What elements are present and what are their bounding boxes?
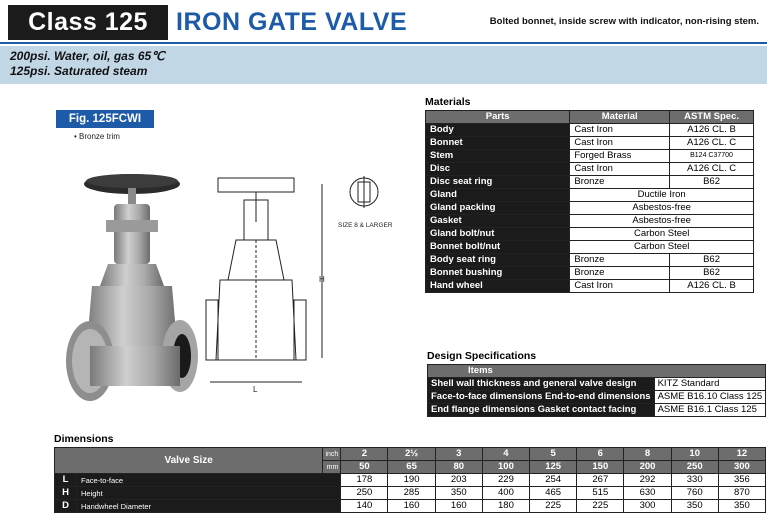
table-row [55,474,766,487]
astm-value: B62 [670,254,754,267]
page-title: IRON GATE VALVE [176,8,408,36]
valve-size-label: Valve Size [55,448,323,474]
table-row [426,163,754,176]
dimension-value: 178 [341,474,388,487]
dimension-value: 250 [341,487,388,500]
part-name: Gland [426,189,570,202]
unit-mm: mm [323,461,341,474]
dimension-name: Face-to-face [77,474,341,487]
valve-photo [62,146,200,426]
materials-title: Materials [425,96,471,108]
dimension-letter: L [55,474,77,487]
valve-cross-section-drawing [200,170,340,400]
dimension-name: Handwheel Diameter [77,500,341,513]
dimensions-table [54,447,766,513]
column-header-items: Items [428,365,766,378]
astm-value: A126 CL. B [670,280,754,293]
size-mm: 250 [671,461,718,474]
table-row [426,150,754,163]
material-value: Bronze [570,254,670,267]
table-row [426,137,754,150]
dimension-value: 465 [530,487,577,500]
dimension-value: 350 [718,500,765,513]
size-inch: 2½ [388,448,435,461]
size-inch: 5 [530,448,577,461]
spec-value: ASME B16.1 Class 125 [654,404,766,417]
dimension-value: 203 [435,474,482,487]
rating-line-2: 125psi. Saturated steam [10,64,148,78]
table-row [55,487,766,500]
material-value: Carbon Steel [570,241,754,254]
material-value: Ductile Iron [570,189,754,202]
dimensions-title: Dimensions [54,433,114,445]
dimension-value: 160 [388,500,435,513]
part-name: Gland packing [426,202,570,215]
material-value: Cast Iron [570,124,670,137]
dimension-value: 229 [482,474,529,487]
dimension-value: 267 [577,474,624,487]
part-name: Disc seat ring [426,176,570,189]
dimension-value: 515 [577,487,624,500]
table-row [428,391,766,404]
dimension-value: 630 [624,487,671,500]
dimension-value: 160 [435,500,482,513]
part-name: Gasket [426,215,570,228]
astm-value: A126 CL. B [670,124,754,137]
table-row [426,202,754,215]
size-inch: 2 [341,448,388,461]
spec-item: Face-to-face dimensions End-to-end dimensions [428,391,655,404]
class-label: Class 125 [8,5,168,40]
part-name: Disc [426,163,570,176]
dimension-letter: H [55,487,77,500]
header-divider [0,42,767,44]
table-row [426,189,754,202]
part-name: Bonnet [426,137,570,150]
size-inch: 12 [718,448,765,461]
dimension-value: 350 [435,487,482,500]
material-value: Forged Brass [570,150,670,163]
size-mm: 125 [530,461,577,474]
figure-note: • Bronze trim [74,132,120,141]
table-row [55,500,766,513]
rating-line-1: 200psi. Water, oil, gas 65℃ [10,49,165,63]
size-inch: 6 [577,448,624,461]
unit-inch: inch [323,448,341,461]
material-value: Bronze [570,176,670,189]
size-mm: 100 [482,461,529,474]
design-spec-title: Design Specifications [427,350,537,362]
table-row [428,378,766,391]
astm-value: B62 [670,267,754,280]
size-mm: 80 [435,461,482,474]
part-name: Gland bolt/nut [426,228,570,241]
dimension-value: 180 [482,500,529,513]
table-row [426,241,754,254]
astm-value: B62 [670,176,754,189]
column-header-astm: ASTM Spec. [670,111,754,124]
part-name: Body seat ring [426,254,570,267]
table-row [426,124,754,137]
column-header-parts: Parts [426,111,570,124]
part-name: Body [426,124,570,137]
dimension-value: 400 [482,487,529,500]
dimension-value: 254 [530,474,577,487]
header-description: Bolted bonnet, inside screw with indicator, non-rising stem. [489,16,759,27]
dimension-name: Height [77,487,341,500]
dimension-value: 140 [341,500,388,513]
dimension-value: 350 [671,500,718,513]
astm-value: A126 CL. C [670,163,754,176]
size-mm: 300 [718,461,765,474]
size-inch: 10 [671,448,718,461]
materials-table [425,110,754,293]
dimension-value: 760 [671,487,718,500]
table-row [426,254,754,267]
spec-value: ASME B16.10 Class 125 [654,391,766,404]
spec-item: End flange dimensions Gasket contact facing [428,404,655,417]
dimension-value: 190 [388,474,435,487]
size-mm: 65 [388,461,435,474]
table-row [428,404,766,417]
dimension-value: 225 [530,500,577,513]
figure-badge: Fig. 125FCWI [56,110,154,128]
material-value: Cast Iron [570,280,670,293]
material-value: Asbestos-free [570,202,754,215]
table-row [426,280,754,293]
dimension-value: 870 [718,487,765,500]
size-inch-row [55,448,766,461]
size-inch: 4 [482,448,529,461]
dimension-value: 300 [624,500,671,513]
large-size-detail-drawing [336,172,396,242]
dimension-value: 285 [388,487,435,500]
material-value: Carbon Steel [570,228,754,241]
table-row [426,267,754,280]
dimension-value: 225 [577,500,624,513]
page-header [0,0,767,44]
table-row [426,228,754,241]
material-value: Bronze [570,267,670,280]
dimension-value: 292 [624,474,671,487]
pressure-rating-band [0,46,767,84]
part-name: Stem [426,150,570,163]
astm-value: B124 C37700 [670,150,754,163]
table-row [426,176,754,189]
astm-value: A126 CL. C [670,137,754,150]
dimension-value: 330 [671,474,718,487]
size-mm: 50 [341,461,388,474]
table-row [426,215,754,228]
length-dimension-label: L [253,385,258,394]
size-mm: 150 [577,461,624,474]
material-value: Cast Iron [570,137,670,150]
dimension-value: 356 [718,474,765,487]
size-note: SIZE 8 & LARGER [338,222,393,229]
materials-header-row [426,111,754,124]
material-value: Cast Iron [570,163,670,176]
part-name: Hand wheel [426,280,570,293]
design-header-row [428,365,766,378]
material-value: Asbestos-free [570,215,754,228]
design-spec-table [427,364,766,417]
part-name: Bonnet bolt/nut [426,241,570,254]
size-inch: 3 [435,448,482,461]
part-name: Bonnet bushing [426,267,570,280]
spec-value: KITZ Standard [654,378,766,391]
spec-item: Shell wall thickness and general valve design [428,378,655,391]
size-mm: 200 [624,461,671,474]
column-header-material: Material [570,111,670,124]
size-inch: 8 [624,448,671,461]
height-dimension-label: H [319,275,325,284]
dimension-letter: D [55,500,77,513]
